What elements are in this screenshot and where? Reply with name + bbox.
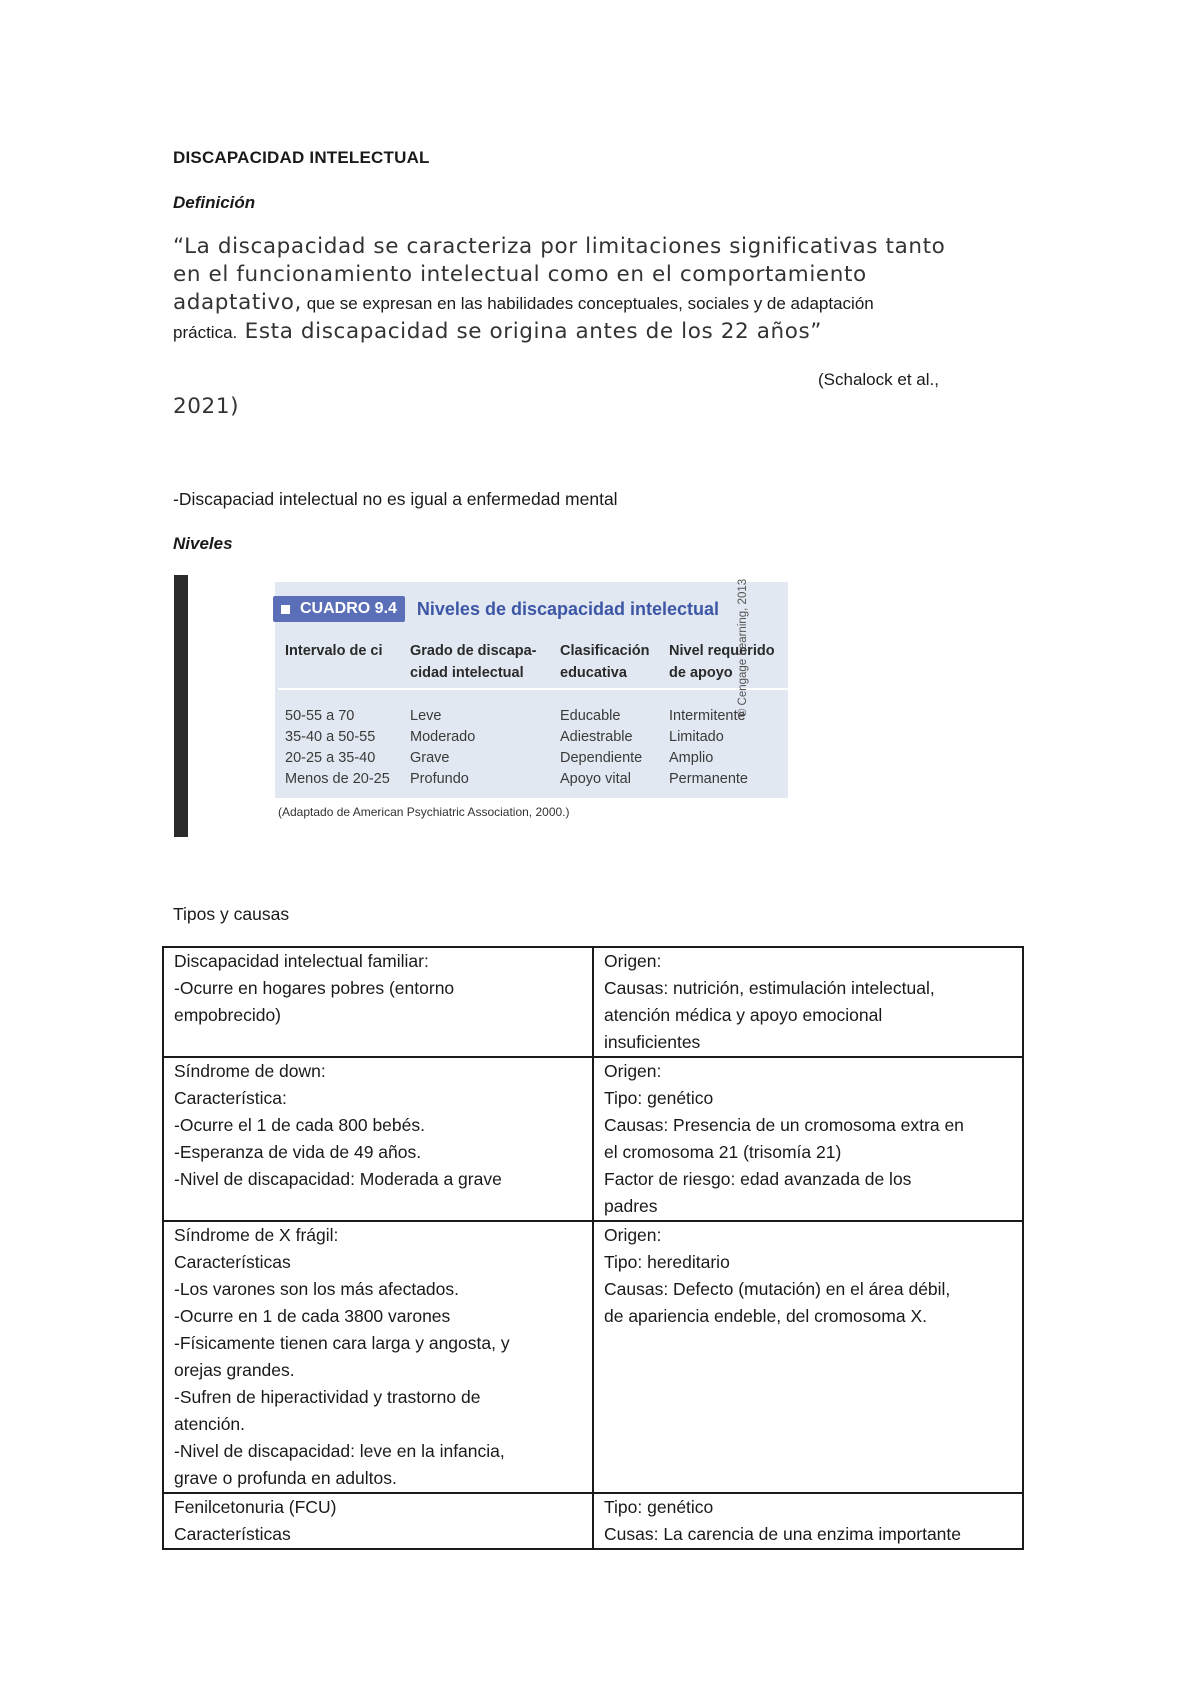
figure-header-1	[285, 640, 383, 662]
figure-separator	[278, 688, 788, 690]
quote-line-3	[173, 289, 1053, 318]
cell-text-line: -Sufren de hiperactividad y trastorno de	[174, 1387, 481, 1407]
figure-column-clasificacion	[560, 706, 642, 790]
figure-cell: 20-25 a 35-40	[285, 750, 376, 766]
cell-text-line: Causas: Presencia de un cromosoma extra en	[604, 1115, 964, 1135]
figure-column-grado	[410, 706, 475, 790]
cell-text-line: grave o profunda en adultos.	[174, 1468, 397, 1488]
cell-text-line: Causas: nutrición, estimulación intelectual,	[604, 978, 935, 998]
figure-cell: 50-55 a 70	[285, 708, 355, 724]
table-cell-right	[593, 1057, 1023, 1221]
quote-line-4-small: práctica.	[173, 323, 238, 342]
table-cell-left	[163, 1057, 593, 1221]
cell-text-line: Características	[174, 1252, 291, 1272]
document-title: DISCAPACIDAD INTELECTUAL	[173, 148, 430, 167]
types-causes-table	[162, 946, 1024, 1550]
cell-text-line: empobrecido)	[174, 1005, 281, 1025]
figure-cell: Moderado	[410, 729, 476, 745]
figure-header-4	[669, 640, 775, 684]
cell-text-line: Causas: Defecto (mutación) en el área débil,	[604, 1279, 951, 1299]
quote-line-3-small: que se expresan en las habilidades conceptuales, sociales y de adaptación	[301, 294, 874, 313]
cell-text-line: Tipo: genético	[604, 1497, 714, 1517]
figure-tag-label: CUADRO 9.4	[300, 600, 397, 617]
table-cell-right	[593, 1221, 1023, 1493]
cell-text-line: -Nivel de discapacidad: leve en la infancia,	[174, 1441, 505, 1461]
table-row	[163, 1057, 1023, 1221]
figure-cell: Dependiente	[560, 750, 643, 766]
cell-text-line: Fenilcetonuria (FCU)	[174, 1497, 337, 1517]
figure-cell: Menos de 20-25	[285, 771, 390, 787]
cell-text-line: el cromosoma 21 (trisomía 21)	[604, 1142, 842, 1162]
figure-title-bar	[273, 596, 719, 622]
quote-line-4	[173, 318, 1053, 347]
figure-credit: © Cengage Learning, 2013	[737, 578, 749, 718]
figure-cell: 35-40 a 50-55	[285, 729, 376, 745]
table-cell-left	[163, 947, 593, 1057]
cell-text-line: Cusas: La carencia de una enzima importante	[604, 1524, 962, 1544]
figure-cell: Educable	[560, 708, 621, 724]
cell-text-line: -Ocurre en hogares pobres (entorno	[174, 978, 455, 998]
figure-header-2-line-1: Grado de discapa-	[410, 643, 537, 659]
levels-heading: Niveles	[173, 534, 233, 553]
cell-text-line: atención.	[174, 1414, 246, 1434]
figure-cell: Limitado	[669, 729, 724, 745]
figure-header-4-line-2: de apoyo	[669, 665, 733, 681]
table-cell-right	[593, 1493, 1023, 1549]
cell-text-line: -Los varones son los más afectados.	[174, 1279, 460, 1299]
figure-header-3-line-2: educativa	[560, 665, 627, 681]
note-text: -Discapaciad intelectual no es igual a enfermedad mental	[173, 489, 618, 509]
figure-source: (Adaptado de American Psychiatric Association, 2000.)	[278, 805, 570, 819]
figure-cell: Apoyo vital	[560, 771, 631, 787]
table-cell-right	[593, 947, 1023, 1057]
cell-text-line: Tipo: hereditario	[604, 1252, 730, 1272]
figure-column-ci	[285, 706, 390, 790]
cell-text-line: Origen:	[604, 1225, 662, 1245]
table-cell-left	[163, 1221, 593, 1493]
cell-text-line: Discapacidad intelectual familiar:	[174, 951, 429, 971]
figure-header-1-line-1: Intervalo de ci	[285, 643, 383, 659]
quote-line-3-big: adaptativo,	[173, 290, 302, 315]
square-bullet-icon	[281, 605, 290, 614]
citation-year: 2021)	[173, 394, 240, 419]
figure-header-2	[410, 640, 537, 684]
cell-text-line: Síndrome de X frágil:	[174, 1225, 339, 1245]
cell-text-line: de apariencia endeble, del cromosoma X.	[604, 1306, 927, 1326]
figure-header-3-line-1: Clasificación	[560, 643, 650, 659]
cell-text-line: Síndrome de down:	[174, 1061, 326, 1081]
types-heading: Tipos y causas	[173, 904, 290, 924]
table-row	[163, 947, 1023, 1057]
cell-text-line: Tipo: genético	[604, 1088, 714, 1108]
cell-text-line: orejas grandes.	[174, 1360, 295, 1380]
cell-text-line: -Ocurre el 1 de cada 800 bebés.	[174, 1115, 425, 1135]
figure-header-4-line-1: Nivel requerido	[669, 643, 775, 659]
table-cell-left	[163, 1493, 593, 1549]
cell-text-line: -Físicamente tienen cara larga y angosta, y	[174, 1333, 510, 1353]
cell-text-line: Características	[174, 1524, 291, 1544]
cell-text-line: atención médica y apoyo emocional	[604, 1005, 883, 1025]
figure-title: Niveles de discapacidad intelectual	[416, 598, 720, 619]
figure-header-3	[560, 640, 649, 684]
quote-line-4-big: Esta discapacidad se origina antes de los 22 años”	[237, 319, 822, 344]
cell-text-line: padres	[604, 1196, 658, 1216]
figure-side-bar	[174, 575, 188, 837]
figure-cell: Amplio	[669, 750, 714, 766]
cell-text-line: -Esperanza de vida de 49 años.	[174, 1142, 422, 1162]
figure-cell: Grave	[410, 750, 450, 766]
figure-tag	[273, 596, 405, 622]
definition-quote	[173, 233, 1053, 347]
figure-cell: Adiestrable	[560, 729, 633, 745]
figure-header-2-line-2: cidad intelectual	[410, 665, 524, 681]
quote-line-2: en el funcionamiento intelectual como en el comportamiento	[173, 262, 867, 287]
cell-text-line: -Ocurre en 1 de cada 3800 varones	[174, 1306, 451, 1326]
table-row	[163, 1493, 1023, 1549]
cell-text-line: Origen:	[604, 1061, 662, 1081]
cell-text-line: Origen:	[604, 951, 662, 971]
figure-cell: Permanente	[669, 771, 748, 787]
quote-line-1: “La discapacidad se caracteriza por limitaciones significativas tanto	[173, 234, 946, 259]
cell-text-line: Factor de riesgo: edad avanzada de los	[604, 1169, 912, 1189]
table-row	[163, 1221, 1023, 1493]
citation-author: (Schalock et al.,	[818, 370, 939, 389]
cell-text-line: insuficientes	[604, 1032, 701, 1052]
figure-cell: Intermitente	[669, 708, 746, 724]
figure-cell: Profundo	[410, 771, 469, 787]
definition-heading: Definición	[173, 193, 256, 212]
cell-text-line: Característica:	[174, 1088, 287, 1108]
figure-cell: Leve	[410, 708, 442, 724]
cell-text-line: -Nivel de discapacidad: Moderada a grave	[174, 1169, 502, 1189]
